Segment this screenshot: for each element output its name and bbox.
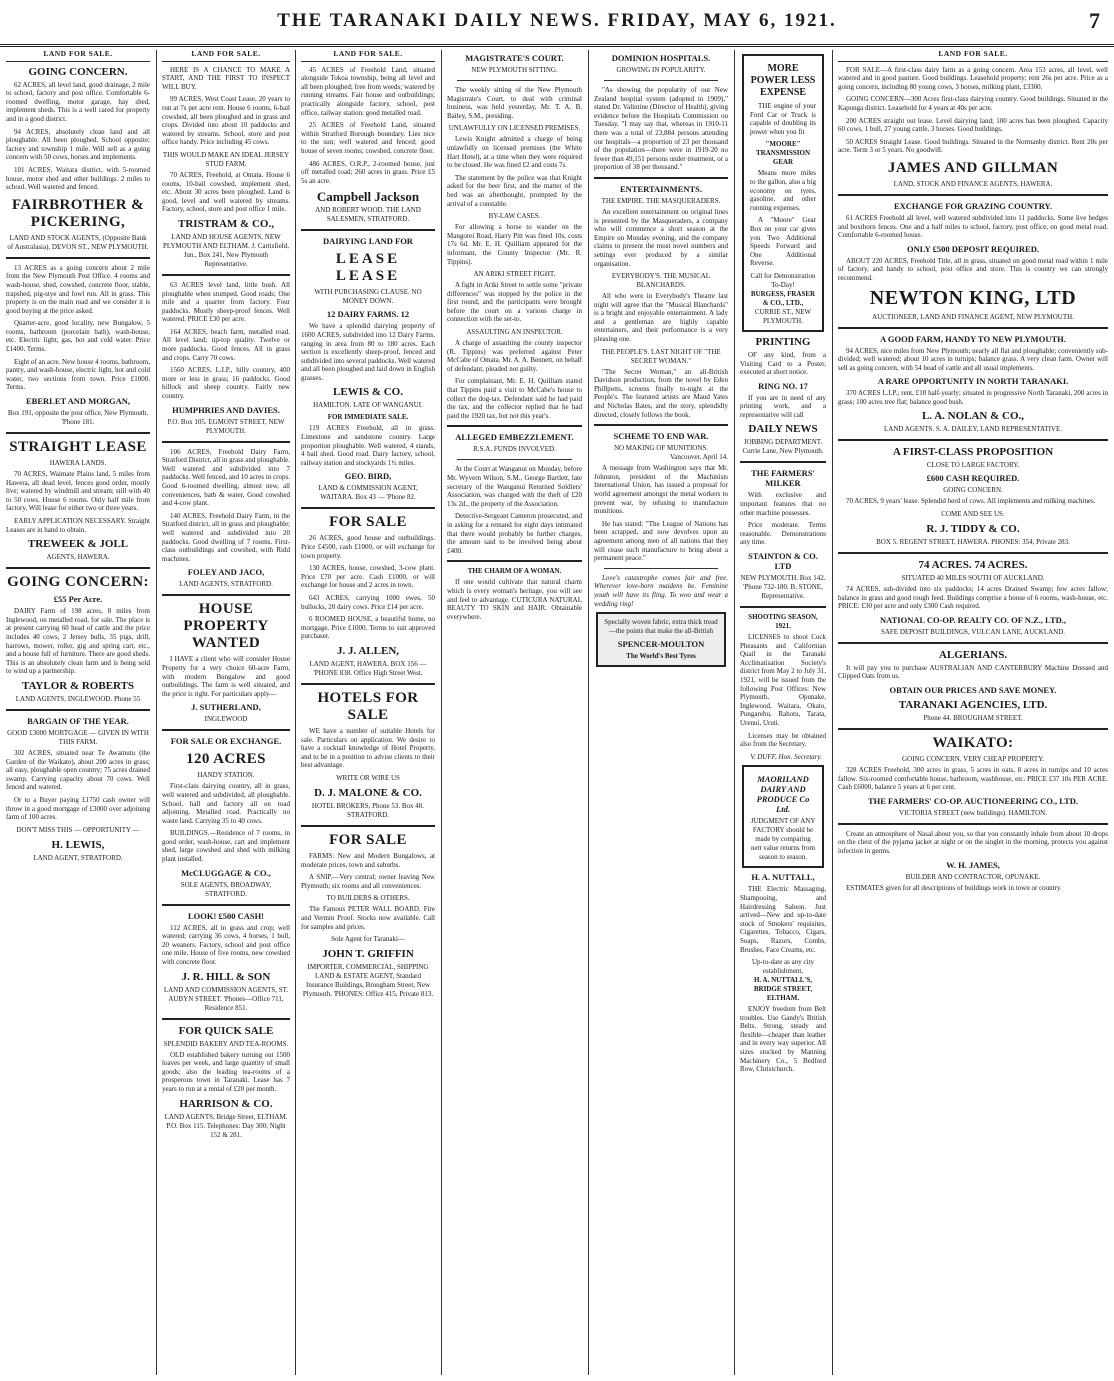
ad-subheading: COME AND SEE US.	[941, 510, 1005, 519]
ad-heading: THE FARMERS' MILKER	[751, 468, 815, 489]
divider	[838, 439, 1108, 441]
ad-heading: THE CHARM OF A WOMAN.	[467, 567, 562, 576]
tyre-advert	[596, 612, 726, 667]
divider	[740, 606, 826, 608]
ad-heading: GOING CONCERN:	[7, 574, 149, 591]
agent-address: LAND AGENTS, STRATFORD.	[179, 580, 273, 589]
agent-name: H. LEWIS,	[51, 838, 105, 851]
ad-heading: PRINTING	[755, 335, 811, 348]
ad-heading: LEASE LEASE	[335, 251, 401, 285]
agent-address: IMPORTER, COMMERCIAL, SHIPPING LAND & ESTATE AGENT, Standard Insurance Buildings, Brougham Street, New Plymouth. 'PHONES: Office 415, Private 813.	[302, 963, 434, 999]
ad-heading: ALGERIANS.	[938, 648, 1008, 661]
listing: 486 ACRES, O.R.P., 2-roomed house, just off metalled road; 260 acres in grass. Price £5 5s an acre.	[301, 159, 435, 185]
divider	[301, 507, 435, 509]
column-2	[162, 50, 290, 1375]
divider	[604, 568, 718, 569]
article-subheading: EVERYBODY'S. THE MUSICAL BLANCHARDS.	[611, 272, 711, 290]
agent-address: AUCTIONEER, LAND AND FINANCE AGENT, NEW PLYMOUTH.	[872, 312, 1074, 321]
listing: ABOUT 220 ACRES, Freehold Title, all in grass, situated on good metal road within 1 mile of factory, and handy to school, post office and store. This is country we can strongly recommend.	[838, 256, 1108, 282]
column-rule	[832, 50, 833, 1375]
ad-heading: BARGAIN OF THE YEAR.	[27, 715, 129, 726]
agent-address: HAMILTON. LATE OF WANGANUI.	[313, 401, 423, 410]
divider	[301, 229, 435, 231]
listing: Eight of an acre. New house 4 rooms, bathroom, pantry, and wash-house, electric light, hot and cold water, two sections from town. Price £1000. Terms.	[6, 357, 150, 392]
listing: DAIRY Farm of 198 acres, 8 miles from Inglewood, on metalled road, for sale. The place is at present carrying 60 head of cattle and the price includes 40 cows, 2 Jersey bulls, 35 pigs, drill, harrows, mower, roller, gig and spring cart, etc., and a house full of furniture. There are good sheds. This is an absolutely clean farm and is being sold to wind up a partnership.	[6, 607, 150, 676]
agent-name: STAINTON & CO. LTD	[748, 551, 818, 572]
agent-name: EBERLET AND MORGAN,	[26, 396, 130, 407]
ad-text: Specially woven fabric, extra thick tread—the points that make the all-British	[604, 618, 718, 636]
maoriland-advert	[742, 765, 824, 868]
ad-callout: RING NO. 17	[758, 380, 808, 391]
column-7	[838, 50, 1108, 1375]
divider	[162, 274, 290, 276]
agent-name: HUMPHRIES AND DAVIES.	[172, 404, 280, 415]
listing: We have a splendid dairying property of 1600 ACRES, subdivided into 12 Dairy Farms, ranging in area from 80 to 180 acres. Each section is excellently sheep-proof, fenced and subdivided into several paddocks. Well watered and all been ploughed and laid down in English grasses.	[301, 322, 435, 382]
listing: 302 ACRES, situated near Te Awamutu (the Garden of the Waikato), about 200 acres in grass; all easy, ploughable open country; 75 acres drained swamp. Carrying capacity about 70 cows. Well fenced and watered.	[6, 748, 150, 792]
divider	[447, 560, 582, 562]
ad-heading: MORE POWER LESS EXPENSE	[750, 63, 816, 98]
divider	[594, 177, 728, 179]
agent-name: TAYLOR & ROBERTS	[21, 679, 135, 692]
agent-address: Box 191, opposite the post office, New Plymouth. 'Phone 181.	[7, 409, 149, 427]
listing: 70 ACRES, 9 years' lease. Splendid herd of cows. All implements and milking machines.	[846, 497, 1096, 506]
article-paragraph: A charge of assaulting the county inspector (R. Tippins) was preferred against Peter McCabe of Omata. Mr. A. A. Bennett, on behalf of defendant, pleaded not guilty.	[447, 339, 582, 373]
listing: First-class dairying country, all in grass, well watered and subdivided, all ploughable. School, hall and factory all on road adjoining. Metalled road. Practically no waste land. Carrying 35 to 40 cows.	[162, 782, 290, 825]
article-paragraph: The weekly sitting of the New Plymouth Magistrate's Court, to deal with criminal business, was held yesterday, Mr. T. A. B. Bailey, S.M., presiding.	[447, 86, 582, 120]
agent-address: LAND AND STOCK AGENTS, (Opposite Bank of Australasia), DEVON ST., NEW PLYMOUTH.	[7, 233, 149, 251]
agent-address: LAND AND HOUSE AGENTS, NEW PLYMOUTH AND ELTHAM. J. Cartisfield, Jun., Box 241, New Plymouth Representative.	[162, 232, 289, 268]
ad-paragraph: With exclusive and important features that no other machine possesses.	[740, 491, 826, 517]
agent-address: Phone 44. BROUGHAM STREET.	[923, 714, 1023, 723]
divider	[838, 728, 1108, 730]
divider	[457, 459, 572, 460]
ad-subheading: HANDY STATION.	[197, 771, 255, 780]
column-rule	[295, 50, 296, 1375]
listing: 130 ACRES, house, cowshed, 3-cow plant. Price £70 per acre. Cash £1000, or will exchange for house and 2 acres in town.	[301, 564, 435, 590]
divider	[6, 709, 150, 711]
agent-name: H. A. NUTTALL,	[751, 872, 815, 883]
agent-address: BUILDER AND CONTRACTOR, OPUNAKE.	[905, 872, 1041, 881]
listing: GOING CONCERN—300 Acres first-class dairying country. Good buildings. Situated in the Kaponga district. Leasehold for 4 years at 40s per acre.	[838, 95, 1108, 112]
agent-name: NATIONAL CO-OP. REALTY CO. OF N.Z., LTD.,	[879, 614, 1066, 625]
article-paragraph: "As showing the popularity of our New Zealand hospital system (adopted in 1909)," stated Dr. Valintine (Director of Health), giving evidence before the Hospitals Commission on Tuesday, "I may say that, whereas in 1910-11 there was a total of 23,884 persons attending our hospitals—a proportion of 23 per thousand of the population—there were in 1919-20 no fewer than 49,151 persons under treatment, or a proportion of 38 per thousand."	[594, 86, 728, 172]
listing: 328 ACRES Freehold, 300 acres in grass, 5 acres in oats, 8 acres in turnips and 10 acres fallow. Six-roomed comfortable house, bathroom, washhouse, etc. PRICE £37 10s PER ACRE. Cash £6000, balance 5 years at 6 per cent.	[838, 766, 1108, 792]
article-paragraph: At the Court at Wanganui on Monday, before Mr. Wyvern Wilson, S.M., George Bartlett, late secretary of the Wanganui Returned Soldiers' Association, was charged with the theft of £20 13s 2d., the property of the Association.	[447, 465, 582, 508]
ad-heading: STRAIGHT LEASE	[9, 439, 147, 456]
agent-address: NEW PLYMOUTH. Box 142. 'Phone 732-180. B. STONE, Representative.	[740, 574, 826, 601]
ad-paragraph: Create an atmosphere of Nasal about you, so that you constantly inhale from about 10 drops on the chest of the pyjama jacket at night or on the singlet in the morning, protects you against infection in germs.	[838, 829, 1108, 855]
article-heading: DOMINION HOSPITALS.	[611, 53, 711, 63]
divider	[447, 425, 582, 427]
signature: V. DUFF, Hon. Secretary.	[750, 752, 822, 761]
ad-subheading: WRITE OR WIRE US	[336, 773, 400, 782]
ad-subheading: Sole Agent for Taranaki—	[331, 935, 405, 944]
listing: WE have a number of suitable Hotels for sale. Particulars on application. We desire to have a cocktail knowledge of Hotel Property, and to be in a position to advise clients to their best advantage.	[301, 726, 435, 770]
agent-name: FOLEY AND JACO,	[187, 567, 265, 578]
listing: 26 ACRES, good house and outbuildings. Price £4500, cash £1000, or will exchange for town property.	[301, 534, 435, 560]
agent-name: W. H. JAMES,	[946, 859, 1000, 870]
agent-name: FAIRBROTHER & PICKERING,	[11, 196, 144, 230]
agent-address: LAND AGENTS, Bridge Street, ELTHAM. P.O. Box 115. Telephones: Day 300; Night 152 & 281.	[164, 1112, 288, 1139]
ad-heading: EXCHANGE FOR GRAZING COUNTRY.	[893, 200, 1053, 211]
ad-heading: 74 ACRES. 74 ACRES.	[918, 559, 1028, 572]
divider	[162, 594, 290, 596]
listing: 643 ACRES, carrying 1000 ewes, 50 bullocks, 20 dairy cows. Price £14 per acre.	[301, 594, 435, 611]
agent-name: LEWIS & CO.	[333, 386, 403, 399]
article-subheading: NO MAKING OF MUNITIONS.	[613, 444, 709, 453]
agent-name: R. J. TIDDY & CO.	[926, 523, 1020, 536]
agent-name: GEO. BIRD,	[344, 471, 392, 482]
ad-paragraph: If you are in need of any printing work, and a representative will call	[740, 393, 826, 419]
ad-subheading: SPLENDID BAKERY AND TEA-ROOMS.	[163, 1039, 289, 1048]
listing: HERE IS A CHANCE TO MAKE A START, AND THE FIRST TO INSPECT WILL BUY.	[162, 65, 290, 91]
listing: 140 ACRES, Freehold Dairy Farm, in the Stratford district, all in grass and ploughable; well watered and subdivided into 20 paddocks. Good dwelling of 7 rooms. First-class outbuildings and cowshed, with Ridd machines.	[162, 511, 290, 563]
article-paragraph: All who were in Everybody's Theatre last night will agree that the "Musical Blanchards" is a bright and enjoyable entertainment. A lady and a gentleman are highly capable entertainers, and their performance is a very pleasing one.	[594, 292, 728, 344]
column-rule	[588, 50, 589, 1375]
column-5	[594, 50, 728, 1375]
notice-paragraph: Licenses may be obtained also from the Secretary.	[740, 731, 826, 749]
ad-subheading: OBTAIN OUR PRICES AND SAVE MONEY.	[889, 685, 1057, 696]
column-6	[740, 50, 826, 1375]
ad-subheading: DAIRYING LAND FOR	[323, 236, 413, 247]
divider	[838, 327, 1108, 329]
ad-paragraph: ESTIMATES given for all descriptions of buildings work in town or country.	[846, 883, 1062, 892]
agent-address: LAND AGENTS. S. A. DAILEY, LAND REPRESENTATIVE.	[883, 425, 1062, 434]
listing: 94 ACRES, absolutely clean land and all ploughable. All been ploughed. School opposite; factory and township 1 mile. Will sell as a going concern with 50 cows, horses and implements.	[6, 127, 150, 162]
agent-address: LAND & COMMISSION AGENT, WAITARA. Box 43 — 'Phone 82.	[318, 484, 418, 502]
article-paragraph: "The Secret Woman," an all-British Davidson production, from the novel by Eden Phillpotts, screens finally to-night at the People's. The featured artists are Maud Yates and Nicholas Bates, and the story, splendidly directed, closely follows the book.	[594, 367, 728, 419]
article-paragraph: The statement by the police was that Knight asked for the beer first, and the matter of the bed was an afterthought, prompted by the arrival of a constable.	[447, 173, 582, 208]
listing: 119 ACRES Freehold, all in grass. Limestone and sandstone country. Large proportion ploughable. Well watered, 4 stands, 4 bail shed. Good road. Dairy factory, school, railway station and stockyards 1½ miles.	[301, 424, 435, 467]
ad-subheading: £600 CASH REQUIRED.	[926, 473, 1020, 484]
ad-heading: GOING CONCERN.	[28, 65, 128, 78]
divider	[838, 823, 1108, 825]
ad-subheading: GOOD £3000 MORTGAGE — GIVEN IN WITH THIS FARM.	[7, 728, 149, 746]
ad-paragraph: JUDGMENT OF ANY FACTORY should be made by comparing nett value returns from season to season.	[750, 817, 816, 862]
divider	[162, 904, 290, 906]
article-paragraph: A message from Washington says that Mr. Johnston, president of the Machinists International Union, has issued a proposal for world agreement amongst the metal workers to prevent war, by refusing to manufacture munitions.	[594, 464, 728, 516]
divider	[740, 461, 826, 463]
article-paragraph: For allowing a horse to wander on the Mangorei Road, Harry Pitt was fined 10s, costs 17s 6d. Mr. E. H. Quilliam appeared for the informant, the County Inspector (Mr. R. Tippins).	[447, 223, 582, 266]
dateline: Vancouver, April 14.	[669, 453, 728, 462]
ad-subheading: ONLY £500 DEPOSIT REQUIRED.	[907, 243, 1039, 254]
ad-paragraph: OF any kind, from a Visiting Card to a Poster, executed at short notice.	[740, 350, 826, 377]
listing: 62 ACRES, all level land, good drainage, 2 mile to school, factory and post office. Comfortable 6-roomed dwelling, motor garage, hay shed, implement sheds. This is a well cared for property and in a good district.	[6, 80, 150, 123]
agent-address: SAFE DEPOSIT BUILDINGS, VULCAN LANE, AUCKLAND.	[880, 627, 1066, 636]
ad-subheading: £55 Per Acre.	[53, 594, 103, 605]
divider	[6, 432, 150, 434]
agent-name: TREWEEK & JOLL	[27, 538, 129, 551]
agent-address: LAND AND COMMISSION AGENTS, ST. AUBYN STREET. 'Phones—Office 711, Residence 851.	[163, 985, 289, 1012]
ad-subheading: FOR IMMEDIATE SALE.	[327, 413, 409, 422]
listing: EARLY APPLICATION NECESSARY. Straight Leases are in hand to obtain.	[6, 517, 150, 534]
divider	[301, 683, 435, 685]
article-subheading: UNLAWFULLY ON LICENSED PREMISES.	[448, 124, 581, 133]
listing: 13 ACRES as a going concern about 2 mile from the New Plymouth Post Office. 4 rooms and wash-house, shed, cowshed, concrete floor, stable, trapshed, pig-stye and fowl run. All in grass. This property is on the main road and we consider it is good buying at the price asked.	[6, 263, 150, 315]
ad-subheading: CLOSE TO LARGE FACTORY.	[926, 461, 1020, 470]
article-subheading: THE EMPIRE. THE MASQUERADERS.	[601, 196, 721, 205]
ad-heading: A GOOD FARM, HANDY TO NEW PLYMOUTH.	[880, 333, 1066, 344]
listing: 106 ACRES, Freehold Dairy Farm, Stratford District, all in grass and ploughable. Well watered and subdivided into 7 paddocks. Well fenced, and 10 acres in crops. Good 6-roomed dwelling, almost new, all conveniences, bath & water, Good cowshed and 4-cow plant.	[162, 447, 290, 508]
listing: 61 ACRES Freehold all level, well watered subdivided into 11 paddocks. Some live hedges and boxthorn fences. One and a half miles to school, factory, post office, on good metal road. Comfortable 6-roomed house.	[838, 213, 1108, 240]
ad-paragraph: THE engine of your Ford Car or Truck is capable of doubling its power when you fit	[750, 102, 816, 136]
column-1	[6, 50, 150, 1375]
agent-address: VICTORIA STREET (new buildings). HAMILTON.	[899, 808, 1047, 817]
agent-address: HOTEL BROKERS, Phone 53. Box 48. STRATFORD.	[311, 801, 425, 819]
listing: 25 ACRES of Freehold Land, situated within Stratford Borough boundary. Lies nice to the sun; well watered and fenced; good house of seven rooms; cowshed, concrete floor.	[301, 121, 435, 155]
agent-name: THE FARMERS' CO-OP. AUCTIONEERING CO., LTD.	[867, 795, 1079, 806]
listing: 70 ACRES, Waimate Plains land, 5 miles from Hawera, all dead level, fences good order, mostly live; watered by windmill and stream; still with 40 to 50 cows. House 6 rooms. Only half mile from factory. Will lease for either two or three years.	[6, 470, 150, 513]
divider	[301, 825, 435, 827]
listing: The Famous PETER WALL BOARD, Fire and Vermin Proof. Stocks now available. Call for samples and prices.	[301, 905, 435, 931]
listing: FARMS: New and Modern Bungalows, at moderate prices, town and suburbs.	[301, 851, 435, 869]
ad-heading: FOR SALE OR EXCHANGE.	[170, 736, 282, 747]
column-rule	[156, 50, 157, 1375]
ad-heading: 12 DAIRY FARMS. 12	[326, 309, 410, 320]
ad-paragraph: If one would cultivate that natural charm which is every woman's heritage, you will see and feel to advantage. CUTICURA NATURAL BEAUTY TO SKIN and HAIR. Obtainable everywhere.	[447, 578, 582, 621]
agent-address: CURRIE ST., NEW PLYMOUTH.	[754, 307, 812, 325]
listing: I HAVE a client who will consider House Property for a very choice 60-acre Farm, with modern Bungalow and good outbuildings. The farm is well situated, and the price is right. For particulars apply—	[162, 655, 290, 698]
divider	[162, 1018, 290, 1020]
article-heading: MAGISTRATE'S COURT.	[465, 53, 564, 63]
agent-address: SOLE AGENTS, BROADWAY, STRATFORD.	[180, 880, 272, 898]
article-heading: ENTERTAINMENTS.	[620, 183, 702, 194]
listing: 70 ACRES, Freehold, at Omata. House 6 rooms, 10-bail cowshed, implement shed, etc. About 30 acres been ploughed. Land is good, level and well watered by streams. Factory, school, store and post office 1 mile.	[162, 170, 290, 214]
ad-tagline: The World's Best Tyres	[626, 652, 696, 661]
notice-paragraph: LICENSES to shoot Cock Pheasants and Californian Quail in the Taranaki Acclimatisation Society's district from May 2 to July 31, 1921, will be issued from the following Post Offices: New Plymouth, Opunake, Inglewood, Waitara, Okato, Pungarehu, Rahotu, Tarata, Urenui, Uruti.	[740, 633, 826, 727]
ad-subheading: HAWERA LANDS.	[49, 459, 107, 468]
listing: FOR SALE—A first-class dairy farm as a going concern. Area 153 acres, all level, well watered and in good pasture. Good buildings. Leasehold property; rent 26s per acre. Price as a going concern, including 80 young cows, 3 horses, milking plant, £3300.	[838, 65, 1108, 91]
agent-name: D. J. MALONE & CO.	[314, 786, 422, 799]
masthead-title: THE TARANAKI DAILY NEWS. FRIDAY, MAY 6, 1921.	[277, 10, 837, 31]
ad-subheading: SITUATED 40 MILES SOUTH OF AUCKLAND.	[901, 574, 1045, 583]
divider	[6, 257, 150, 259]
column-3	[301, 50, 435, 1375]
agent-address: AND ROBERT WOOD. THE LAND SALESMEN, STRATFORD.	[315, 206, 421, 224]
listing: A SNIP.—Very central; owner leaving New Plymouth; six rooms and all conveniences.	[301, 873, 435, 890]
ad-subheading: Up-to-date as any city establishment.	[751, 958, 814, 976]
section-header: LAND FOR SALE.	[838, 50, 1108, 62]
ad-heading: LOOK! £500 CASH!	[187, 910, 265, 921]
ad-heading: A RARE OPPORTUNITY IN NORTH TARANAKI.	[877, 376, 1069, 387]
agent-address: AGENTS, HAWERA.	[46, 553, 110, 562]
agent-address: H. A. NUTTALL'S, BRIDGE STREET, ELTHAM.	[753, 976, 813, 1003]
article-heading: SCHEME TO END WAR.	[613, 431, 709, 442]
agent-name: TRISTRAM & CO.,	[178, 217, 274, 230]
article-paragraph: He has stated: "The League of Nations has been scrapped, and now devolves upon an agreement among men of all nations that they will cease such manufacture to bring about a permanent peace."	[594, 519, 728, 563]
agent-name: TARANAKI AGENCIES, LTD.	[898, 699, 1048, 712]
listing: 6 ROOMED HOUSE, a beautiful home, no mortgage. Price £1000. Terms to suit approved purchaser.	[301, 615, 435, 641]
listing: Quarter-acre, good locality, new Bungalow, 5 rooms, bathroom (porcelain bath), wash-house, etc. Electric light, gas, hot and cold water. Price £1400. Terms.	[6, 319, 150, 354]
ad-subheading: DON'T MISS THIS — OPPORTUNITY —	[16, 825, 140, 834]
ad-heading: FOR SALE	[329, 514, 407, 531]
article-paragraph: Lewis Knight admitted a charge of being unlawfully on licensed premises (the White Hart Hotel), at a time when they were required to be closed. He was fined £2 and costs 7s.	[447, 135, 582, 170]
agent-name: J. SUTHERLAND,	[191, 702, 261, 713]
ad-subheading: WITH PURCHASING CLAUSE. NO MONEY DOWN.	[314, 288, 422, 306]
ad-heading: 120 ACRES	[186, 751, 266, 768]
column-rule	[441, 50, 442, 1375]
article-subheading: NEW PLYMOUTH SITTING.	[471, 66, 558, 74]
ad-heading: HOTELS FOR SALE	[317, 689, 419, 723]
listing: 99 ACRES, West Coast Lease, 20 years to run at 7s per acre rent. House 6 rooms, 6-bail cowshed, all been ploughed and in grass and crops. Divided into about 10 paddocks and watered by streams. School, store and post office handy. Price including 45 cows.	[162, 95, 290, 147]
listing: BUILDINGS.—Residence of 7 rooms, in good order, wash-house, cart and implement shed, large cowshed and shed with milking plant installed.	[162, 829, 290, 864]
moore-gear-advert	[742, 54, 824, 332]
agent-address: INGLEWOOD	[204, 715, 248, 724]
listing: 101 ACRES, Waitara district, with 5-roomed house, motor shed and other buildings. 2 miles to school. Well watered and fenced.	[6, 165, 150, 192]
section-header: LAND FOR SALE.	[301, 50, 435, 62]
ad-subheading: GOING CONCERN. VERY CHEAP PROPERTY.	[902, 755, 1044, 764]
article-subheading: AN ARIKI STREET FIGHT.	[473, 270, 556, 279]
agent-name: JAMES AND GILLMAN	[887, 159, 1059, 176]
agent-address: LAND AGENT, STRATFORD.	[33, 853, 123, 862]
article-subheading: GROWING IN POPULARITY.	[616, 66, 706, 74]
divider	[838, 642, 1108, 644]
section-header: LAND FOR SALE.	[6, 50, 150, 62]
listing: 200 ACRES straight out lease. Level dairying land; 100 acres has been ploughed. Capacity 60 cows, 1 bull, 27 young cattle, 3 horses. Good buildings.	[838, 116, 1108, 134]
divider	[457, 80, 572, 81]
divider	[838, 194, 1108, 196]
article-subheading: THE PEOPLE'S. LAST NIGHT OF "THE SECRET WOMAN."	[601, 347, 721, 365]
agent-name: J. R. HILL & SON	[181, 970, 271, 983]
agent-name: Campbell Jackson	[316, 189, 420, 205]
listing: 164 ACRES, beach farm, metalled road. All level land; tip-top quality. Twelve or more paddocks. Good fences. All in grass and crops. Carry 70 cows.	[162, 327, 290, 362]
listing: 94 ACRES, nice miles from New Plymouth; nearly all flat and ploughable; conveniently sub-divided; well watered; about 10 acres in turnips; balance grass. A very clean farm. Owner will sell as going concern, with 54 head of cattle and all usual implements.	[838, 346, 1108, 372]
agent-address: P.O. Box 105. EGMONT STREET, NEW PLYMOUTH.	[167, 417, 285, 435]
article-paragraph: Detective-Sergeant Cameron prosecuted, and in asking for a remand for eight days intimated that there would probably be further charges, the amount said to be involved being about £400.	[447, 512, 582, 555]
ad-subheading: JOBBING DEPARTMENT. Currie Lane, New Plymouth.	[742, 438, 824, 456]
article-paragraph: For complainant, Mr. E. H. Quilliam stated that Tippins paid a visit to McCabe's house to collect the dog-tax. Defendant said he had paid the tax, and the collector replied that he had paid the 1920 tax, but not this year's.	[447, 377, 582, 420]
article-subheading: R.S.A. FUNDS INVOLVED.	[473, 445, 556, 454]
agent-name: BURGESS, FRASER & CO., LTD.,	[750, 289, 816, 307]
agent-name: McCLUGGAGE & CO.,	[181, 867, 271, 878]
article-subheading: BY-LAW CASES.	[488, 212, 541, 221]
ad-paragraph: Love's catastrophe comes fair and free. Wherever love-born maidens be. Feminine youth will have its fling. To woo and wear a wedding ring!	[594, 573, 728, 608]
ad-heading: DAILY NEWS	[748, 423, 818, 436]
page-number: 7	[1089, 8, 1100, 33]
ad-paragraph: A "Moore" Gear Box on your car gives you Two Additional Speeds Forward and One Additional Reverse.	[750, 216, 816, 268]
article-heading: ALLEGED EMBEZZLEMENT.	[455, 432, 574, 443]
listing: 63 ACRES level land, little bush. All ploughable when stumped. Good roads; One mile and a quarter from factory. Four paddocks. Mostly sheep-proof fences. Well watered. PRICE £30 per acre.	[162, 280, 290, 324]
ad-heading: FOR SALE	[329, 831, 407, 848]
agent-address: LAND AGENT, HAWERA. BOX 156 — 'PHONE 838. Office High Street West.	[309, 659, 427, 677]
listing: 112 ACRES, all in grass and crop; well watered; carrying 36 cows, 4 horses, 1 bull, 20 weaners. Factory, school and post office one mile. House of five rooms, new cowshed with concrete floor.	[162, 923, 290, 967]
ad-subheading: THIS WOULD MAKE AN IDEAL JERSEY STUD FARM.	[162, 150, 290, 168]
listing: 1560 ACRES, L.I.P., hilly country, 400 more or less in grass; 16 paddocks. Good hillock and sheep country. Fairly new country.	[162, 366, 290, 401]
ad-heading: A FIRST-CLASS PROPOSITION	[892, 446, 1054, 459]
listing: 74 ACRES, sub-divided into six paddocks; 14 acres Drained Swamp; few acres fallow; balance in grass and good rough feed. Buildings comprise a house of 6 rooms, wash-house, etc. PRICE: £30 per acre and only £300 Cash required.	[838, 585, 1108, 611]
column-4	[447, 50, 582, 1375]
article-paragraph: An excellent entertainment on original lines is presented by the Masqueraders, a company who will commence a short season at the Empire on Monday evening, and the company claims to present the most novel numbers and settings ever produced by a similar organisation.	[594, 207, 728, 268]
ad-heading: WAIKATO:	[932, 735, 1014, 752]
ad-subheading: GOING CONCERN.	[943, 486, 1003, 495]
agent-name: NEWTON KING, LTD	[869, 286, 1077, 309]
agent-address: LAND AGENTS, INGLEWOOD. Phone 55	[15, 694, 141, 703]
divider	[594, 424, 728, 426]
divider	[162, 729, 290, 731]
divider	[6, 567, 150, 569]
ad-paragraph: ENJOY freedom from Belt troubles. Use Gandy's British Belts. Strong, steady and flexible—cheaper than leather and in every way superior. All sizes stocked by Manning Machinery Co., 5 Bedford Row, Christchurch.	[740, 1005, 826, 1074]
ad-paragraph: Means more miles to the gallon, also a big economy on tyres, gasoline, and other running expenses.	[750, 169, 816, 212]
agent-address: LAND, STOCK AND FINANCE AGENTS, HAWERA.	[893, 179, 1053, 188]
ad-paragraph: It will pay you to purchase AUSTRALIAN AND CANTERBURY Machine Dressed and Clipped Oats from us.	[838, 663, 1108, 681]
article-subheading: ASSAULTING AN INSPECTOR.	[466, 328, 563, 337]
listing: 50 ACRES Straight Lease. Good buildings. Situated in the Normanby district. Rent 28s per acre. Term 3 or 5 years. No goodwill.	[838, 137, 1108, 155]
agent-name: JOHN T. GRIFFIN	[322, 948, 414, 961]
notice-heading: SHOOTING SEASON, 1921.	[748, 613, 818, 631]
divider	[838, 552, 1108, 554]
article-paragraph: A fight in Ariki Street to settle some "private differences" was stopped by the police in the first round, and the participants were brought before the court on a various charge in connection with the set-to.	[447, 281, 582, 324]
ad-logo-text: MAORILAND DAIRY AND PRODUCE Co Ltd.	[756, 774, 810, 815]
listing: Or to a Buyer paying £1750 cash owner will throw in a good mortgage of £3000 over adjoining farm of 100 acres.	[6, 795, 150, 822]
masthead	[0, 0, 1114, 47]
ad-heading: HOUSE PROPERTY WANTED	[183, 601, 269, 652]
section-header: LAND FOR SALE.	[162, 50, 290, 62]
listing: 45 ACRES of Freehold Land, situated alongside Tokoa township, being all level and all been ploughed; free from weeds; watered by running streams. Fair house and outbuildings; practically alongside factory, school, post office, railway station; good metalled road.	[301, 65, 435, 117]
column-rule	[734, 50, 735, 1375]
ad-brand: SPENCER-MOULTON	[617, 639, 705, 650]
ad-paragraph: THE Electric Massaging, Shampooing, and Hairdressing Saloon. Just arrived—New and up-to-date stock of Smokers' requisites, Cigarettes, Tobacco, Cigars, Soaps, Razors, Combs, Brushes, Face Creams, etc.	[740, 885, 826, 954]
agent-name: L. A. NOLAN & CO.,	[921, 410, 1025, 423]
agent-name: HARRISON & CO.	[179, 1097, 273, 1110]
agent-name: J. J. ALLEN,	[336, 644, 400, 657]
divider	[604, 80, 718, 81]
listing: OLD established bakery turning out 1500 loaves per week, and large quantity of small goods; also the leading tea-rooms of a prosperous town in Taranaki. Lease has 7 years to run at a rental of £20 per month.	[162, 1050, 290, 1093]
ad-subheading: "MOORE" TRANSMISSION GEAR	[755, 140, 811, 167]
listing: 370 ACRES L.I.P.; rent, £10 half-yearly; situated in progressive North Taranaki, 200 acres in grass; 100 acres tree flat; balance good bush.	[838, 389, 1108, 406]
ad-heading: FOR QUICK SALE	[178, 1024, 274, 1037]
agent-address: BOX 5. REGENT STREET, HAWERA. PHONES: 354, Private 283.	[876, 538, 1070, 547]
ad-subheading: TO BUILDERS & OTHERS.	[326, 894, 410, 903]
ad-callout: Call for Demonstration To-Day!	[750, 271, 816, 289]
divider	[162, 441, 290, 443]
ad-paragraph: Price moderate. Terms reasonable. Demonstrations any time.	[740, 521, 826, 547]
